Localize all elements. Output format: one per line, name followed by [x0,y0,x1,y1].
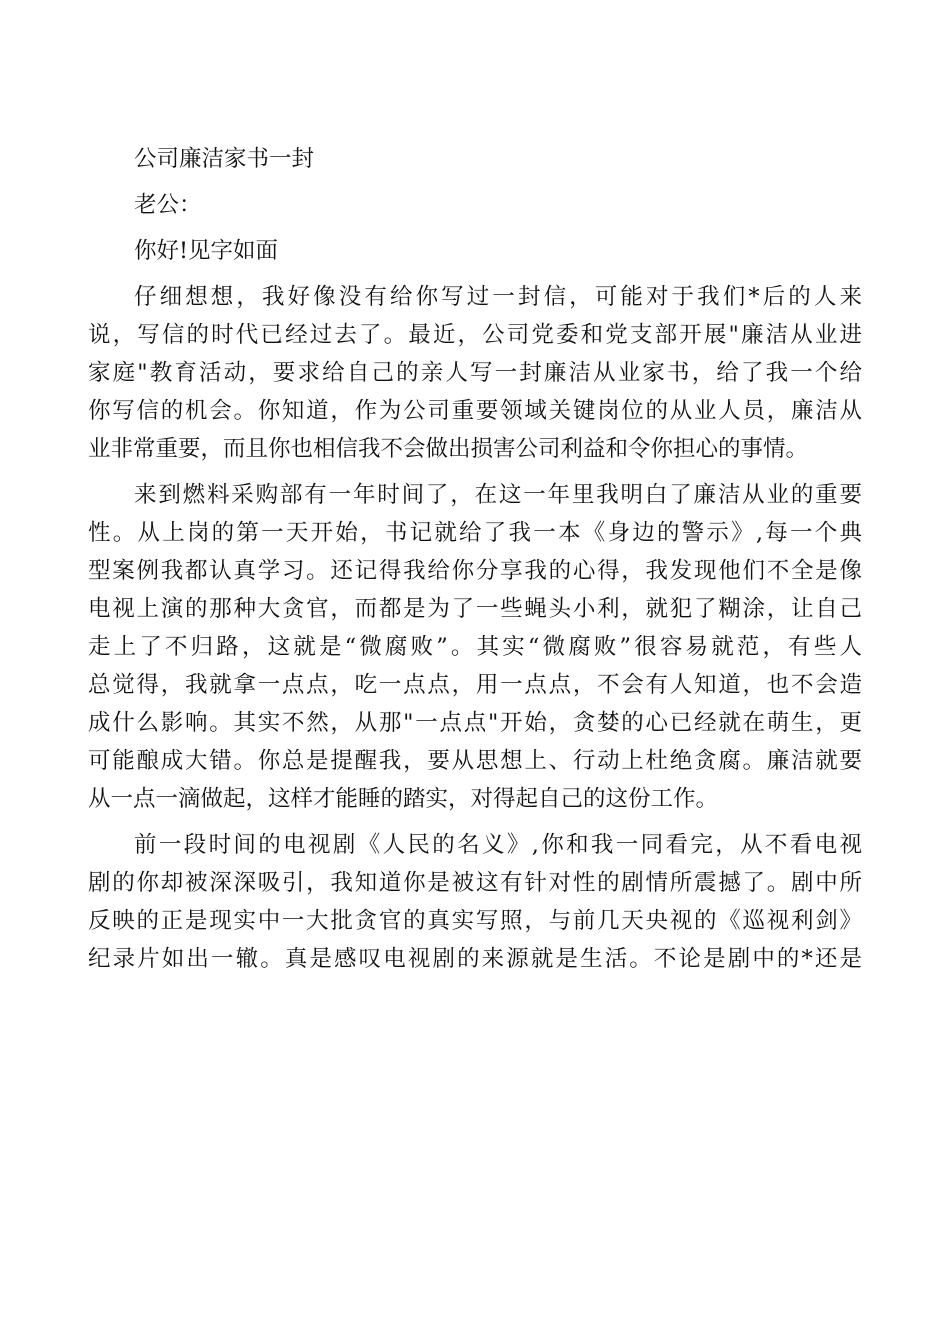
paragraph-1 [88,278,862,468]
paragraph-line: 说，写信的时代已经过去了。最近，公司党委和党支部开展"廉洁从业进 [88,322,862,348]
paragraph-line: 家庭"教育活动，要求给自己的亲人写一封廉洁从业家书，给了我一个给 [88,360,862,386]
paragraph-line: 来到燃料采购部有一年时间了，在这一年里我明白了廉洁从业的重要 [134,482,862,508]
paragraph-line: 反映的正是现实中一大批贪官的真实写照，与前几天央视的《巡视利剑》 [88,908,862,934]
paragraph-2 [88,476,862,818]
paragraph-line: 前一段时间的电视剧《人民的名义》,你和我一同看完，从不看电视 [134,832,862,858]
paragraph-line: 成什么影响。其实不然，从那"一点点"开始，贪婪的心已经就在萌生，更 [88,710,862,736]
paragraph-line: 你写信的机会。你知道，作为公司重要领域关键岗位的从业人员，廉洁从 [88,398,862,424]
paragraph-line: 纪录片如出一辙。真是感叹电视剧的来源就是生活。不论是剧中的*还是 [88,946,862,972]
paragraph-line: 可能酿成大错。你总是提醒我，要从思想上、行动上杜绝贪腐。廉洁就要 [88,748,862,774]
greeting: 你好!见字如面 [134,238,279,264]
paragraph-line: 走上了不归路，这就是“微腐败”。其实“微腐败”很容易就范，有些人 [88,634,862,660]
paragraph-line: 型案例我都认真学习。还记得我给你分享我的心得，我发现他们不全是像 [88,558,862,584]
paragraph-line: 仔细想想，我好像没有给你写过一封信，可能对于我们*后的人来 [134,284,862,310]
document-title: 公司廉洁家书一封 [134,146,315,172]
paragraph-line: 从一点一滴做起，这样才能睡的踏实，对得起自己的这份工作。 [88,786,719,812]
salutation: 老公： [134,192,202,218]
paragraph-line: 性。从上岗的第一天开始，书记就给了我一本《身边的警示》,每一个典 [88,520,862,546]
paragraph-line: 剧的你却被深深吸引，我知道你是被这有针对性的剧情所震撼了。剧中所 [88,870,862,896]
paragraph-line: 业非常重要，而且你也相信我不会做出损害公司利益和令你担心的事情。 [88,436,809,462]
paragraph-line: 电视上演的那种大贪官，而都是为了一些蝇头小利，就犯了糊涂，让自己 [88,596,862,622]
paragraph-3 [88,826,862,978]
paragraph-line: 总觉得，我就拿一点点，吃一点点，用一点点，不会有人知道，也不会造 [88,672,862,698]
